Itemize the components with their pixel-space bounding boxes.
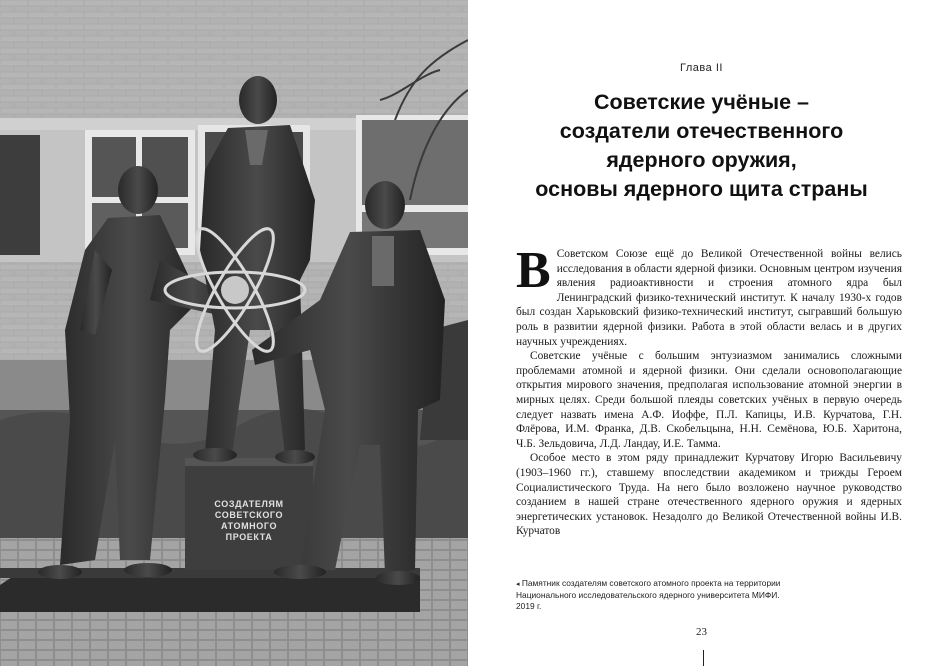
chapter-title-line-2: создатели отечественного <box>559 119 844 143</box>
caption-arrow-icon: ◂ <box>516 581 520 588</box>
body-text <box>516 242 902 539</box>
chapter-title-line-3: ядерного оружия, <box>606 148 797 172</box>
crop-mark <box>703 650 704 666</box>
chapter-title <box>488 88 915 204</box>
plaque-line-1: СОЗДАТЕЛЯМ <box>214 499 284 509</box>
paragraph-2: Советские учёные с большим энтузиазмом занимались сложными проблемами атомной и ядерной физики. Они сделали основополагающие открытия мирового значения, предполагая использование атомной энергии в мирных целях. Среди большой плеяды советских учёных в первую очередь следует назвать имена А.Ф. Иоффе, П.Л. Капицы, И.В. Курчатова, Г.Н. Флёрова, И.М. Франка, Д.В. Скобельцына, Н.Н. Семёнова, Ю.Б. Харитона, Ч.Б. Зельдовича, Л.Д. Ландау, И.Е. Тамма. <box>516 350 902 450</box>
page-number: 23 <box>696 626 707 638</box>
paragraph-1 <box>516 242 902 349</box>
chapter-title-line-1: Советские учёные – <box>593 90 809 114</box>
plaque-line-3: АТОМНОГО <box>220 521 278 531</box>
drop-cap: В <box>516 242 551 299</box>
plaque-line-4: ПРОЕКТА <box>225 532 273 542</box>
chapter-title-line-4: основы ядерного щита страны <box>535 177 868 201</box>
text-page <box>468 0 935 666</box>
paragraph-1-text: Советском Союзе ещё до Великой Отечественной войны велись исследования в области ядерной физики. Основным центром изучения явления радиоактивности и строения атомного ядра был Ленинградский физико-технический институт. К началу 1930-х годов был создан Харьковский физико-технический институт, сыгравший большую роль в развитии ядерной физики. Работа в этой области велась и в других научных учреждениях. <box>516 248 902 348</box>
photo-caption <box>516 578 796 611</box>
paragraph-3: Особое место в этом ряду принадлежит Курчатову Игорю Васильевичу (1903–1960 гг.), ставшему впоследствии академиком и трижды Героем Социалистического Труда. На него было возложено научное руководство созданием в нашей стране отечественного ядерного оружия и ядерных энергетических установок. Незадолго до Великой Отечественной войны И.В. Курчатов <box>516 452 902 538</box>
plaque-line-2: СОВЕТСКОГО <box>214 510 284 520</box>
chapter-label: Глава II <box>680 62 723 74</box>
caption-text: Памятник создателям советского атомного проекта на территории Национального исследовательского ядерного университета МИФИ. 2019 г. <box>516 578 781 611</box>
